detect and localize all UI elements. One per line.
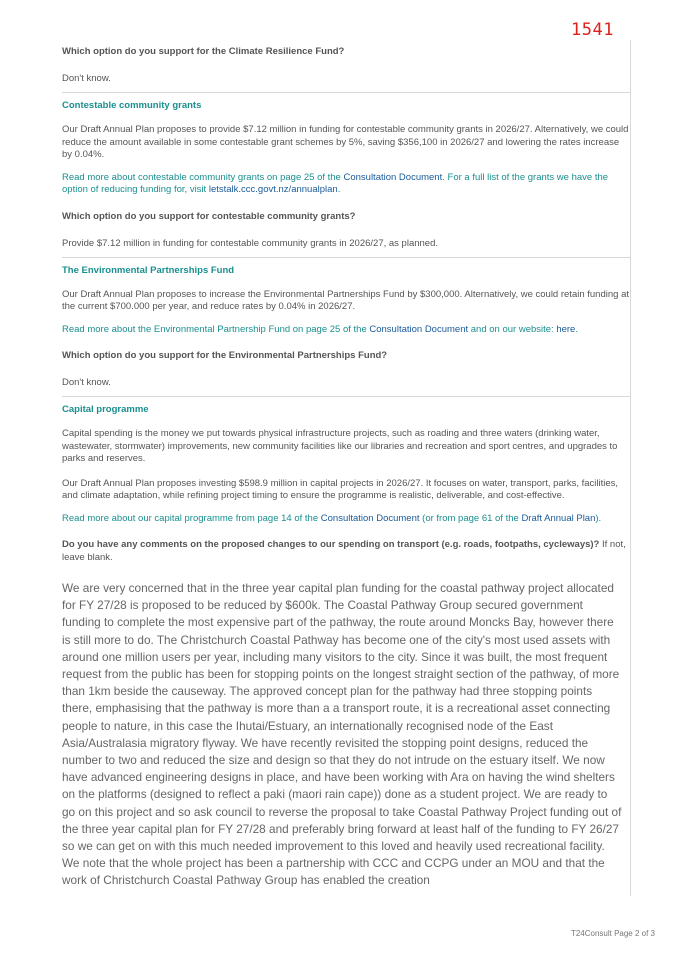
transport-question-note: If not, leave blank.: [62, 539, 626, 563]
grants-question: Which option do you support for contestable community grants?: [62, 210, 356, 222]
capital-read-more-text: ).: [595, 512, 602, 524]
grants-read-more: [62, 172, 630, 197]
draft-annual-plan-link[interactable]: Draft Annual Plan: [521, 512, 596, 524]
form-content: [62, 40, 631, 896]
transport-answer: We are very concerned that in the three year capital plan funding for the coastal pathway project allocated for FY 27/28 is proposed to be reduced by $600k. The Coastal Pathway Group secured government funding to complete the most expensive part of the pathway, the route around Moncks Bay, however there is still more to do. The Christchurch Coastal Pathway has become one of the city's most used assets with around one million users per year, including many visitors to the city. Since it was built, the most frequent request from the public has been for stopping points on the longest straight section of the pathway, of more than 1km beside the causeway. The approved concept plan for the pathway had three stopping points there, emphasising that the pathway is more than a a transport route, it is a recreational asset connecting people to nature, in this case the Ihutai/Estuary, an internationally recognised node of the East Asia/Australasia migratory flyway. We have recently revisited the stopping point designs, reduced the number to two and reduced the size and design so that they do not intrude on the estuary itself. We now have advanced engineering designs in place, and have been working with Ara on having the wind shelters on the platforms (designed to reflect a paki (maori rain cape)) done as a student project. We are ready to go on this project and so ask council to reverse the proposal to take Coastal Pathway Project funding out of the three year capital plan for FY 27/28 and preferably bring forward at least half of the funding to FY 26/27 so we can get on with this much needed improvement to this loved and heavily used recreational facility. We note that the whole project has been a partnership with CCC and CCPG under an MOU and that the work of Christchurch Coastal Pathway Group has enabled the creation: [62, 581, 622, 888]
divider: [62, 396, 631, 397]
grants-read-more-text: .: [337, 184, 341, 195]
transport-question: [62, 533, 630, 564]
capital-body-2: Our Draft Annual Plan proposes investing $598.9 million in capital projects in 2026/27. It focuses on water, transport, parks, facilities, and climate adaptation, while refining project timing to ensure the programme is realistic, deliverable, and cost-effective.: [62, 477, 619, 501]
grants-read-more-text: . For a full list of the grants we have the option of reducing funding for, visit: [62, 171, 609, 195]
consultation-document-link[interactable]: Consultation Document: [369, 323, 469, 335]
env-read-more: [62, 324, 630, 337]
capital-body-1: Capital spending is the money we put towards physical infrastructure projects, such as roading and three waters (drinking water, wastewater, stormwater) improvements, new community facilities like our libraries and recreation and sport centres, and upgrades to parks and reserves.: [62, 428, 618, 464]
env-section-title: The Environmental Partnerships Fund: [62, 264, 235, 276]
grants-answer: Provide $7.12 million in funding for contestable community grants in 2026/27, as planned.: [62, 237, 439, 249]
page-footer: T24Consult Page 2 of 3: [570, 929, 655, 938]
grants-read-more-text: Read more about contestable community grants on page 25 of the: [62, 171, 344, 183]
capital-section-title: Capital programme: [62, 404, 149, 415]
env-answer: Don't know.: [62, 377, 111, 388]
capital-read-more-text: (or from page 61 of the: [419, 512, 522, 524]
consultation-document-link[interactable]: Consultation Document: [320, 512, 420, 524]
climate-fund-answer: Don't know.: [62, 73, 111, 84]
here-link[interactable]: here: [556, 323, 576, 335]
climate-fund-question: Which option do you support for the Climate Resilience Fund?: [62, 46, 345, 57]
env-read-more-text: .: [575, 323, 578, 335]
env-question: Which option do you support for the Environmental Partnerships Fund?: [62, 350, 388, 361]
consultation-document-link[interactable]: Consultation Document: [343, 171, 443, 183]
env-body: Our Draft Annual Plan proposes to increase the Environmental Partnerships Fund by $300,000. Alternatively, we could retain funding at the current $700.000 per year, and reduce rates by 0.04% in 2026/27.: [62, 288, 629, 312]
page-number: 1541: [571, 20, 614, 40]
divider: [62, 92, 631, 93]
grants-body: Our Draft Annual Plan proposes to provide $7.12 million in funding for contestable community grants in 2026/27. Alternatively, we could reduce the amount available in some contestable grant schemes by 5%, saving $356,100 in 2026/27 and lowering the rates increase by 0.04%.: [62, 124, 629, 160]
capital-read-more: [62, 513, 630, 526]
env-read-more-text: and on our website:: [468, 323, 557, 335]
capital-read-more-text: Read more about our capital programme from page 14 of the: [62, 512, 321, 524]
letstalk-link[interactable]: letstalk.ccc.govt.nz/annualplan: [208, 184, 338, 195]
transport-question-text: Do you have any comments on the proposed changes to our spending on transport (e.g. roads, footpaths, cycleways)?: [62, 539, 600, 550]
divider: [62, 257, 631, 258]
grants-section-title: Contestable community grants: [62, 100, 202, 111]
env-read-more-text: Read more about the Environmental Partnership Fund on page 25 of the: [62, 323, 370, 335]
